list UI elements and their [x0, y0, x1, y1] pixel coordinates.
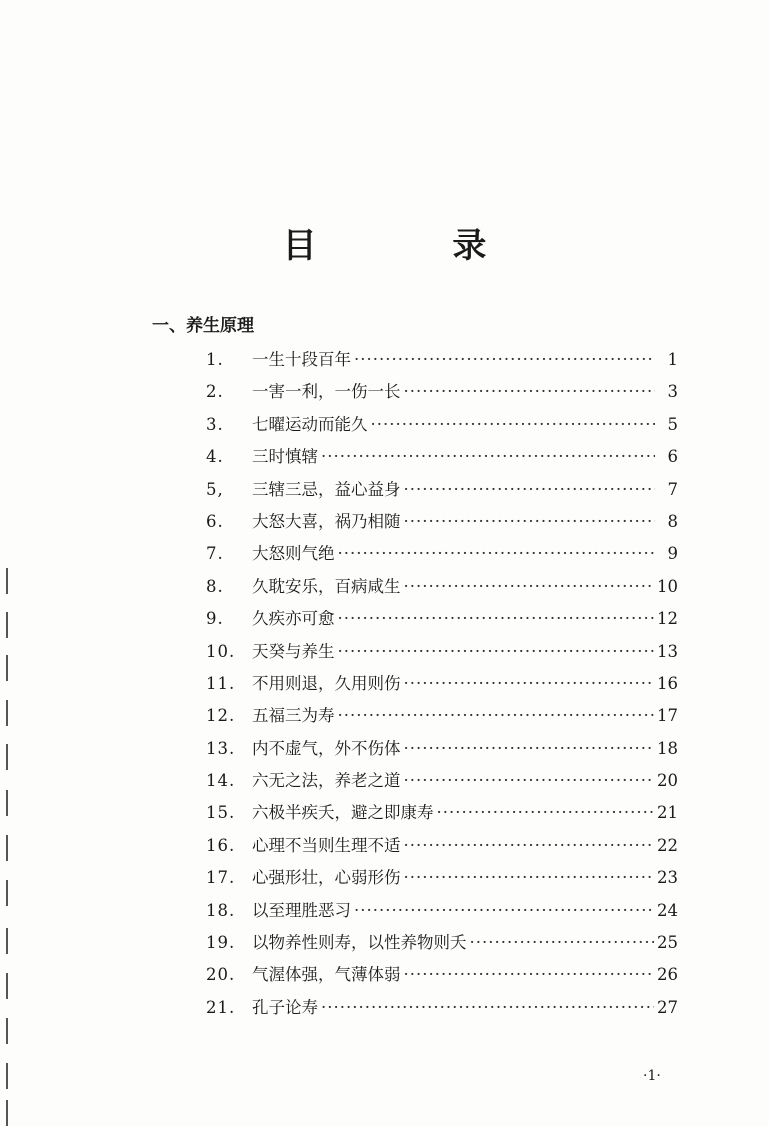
scan-mark [6, 1100, 8, 1126]
entry-page-number: 6 [667, 447, 678, 467]
entry-page-number: 13 [657, 641, 678, 661]
entry-page-number: 23 [657, 868, 678, 888]
entry-title: 大怒则气绝 [252, 544, 335, 564]
entry-title: 一生十段百年 [252, 350, 351, 369]
entry-title: 气渥体强，气薄体弱 [252, 965, 401, 985]
scan-mark [6, 612, 8, 638]
entry-title: 三辖三忌，益心益身 [252, 479, 401, 499]
toc-entry [206, 797, 678, 829]
scan-mark [6, 835, 8, 861]
dot-leader [404, 862, 655, 894]
dot-leader [470, 927, 655, 959]
entry-number: 18. [206, 900, 236, 920]
toc-entry [206, 506, 678, 538]
toc-entry [206, 700, 678, 732]
scan-mark [6, 1018, 8, 1044]
entry-title: 天癸与养生 [252, 641, 335, 661]
entry-page-number: 25 [657, 933, 678, 953]
entry-page-number: 26 [657, 965, 678, 985]
toc-entry [206, 344, 678, 376]
toc-entry [206, 862, 678, 894]
entry-number: 21. [206, 997, 236, 1017]
toc-entry [206, 992, 678, 1024]
dot-leader [404, 733, 655, 765]
entry-page-number: 17 [657, 706, 678, 726]
dot-leader [354, 344, 655, 376]
toc-entry [206, 409, 678, 441]
entry-page-number: 24 [657, 900, 678, 920]
dot-leader [404, 668, 655, 700]
scan-mark [6, 880, 8, 906]
entry-number: 4. [206, 447, 224, 467]
entry-number: 16. [206, 835, 236, 855]
entry-page-number: 3 [667, 382, 678, 402]
entry-page-number: 16 [657, 673, 678, 693]
entry-title: 以物养性则寿，以性养物则夭 [252, 933, 467, 953]
entry-number: 1. [206, 350, 224, 369]
dot-leader [321, 992, 654, 1024]
entry-title: 心理不当则生理不适 [252, 835, 401, 855]
entry-number: 11. [206, 673, 236, 693]
entry-title: 内不虚气，外不伤体 [252, 738, 401, 758]
dot-leader [404, 959, 655, 991]
toc-entry [206, 538, 678, 570]
toc-entry [206, 376, 678, 408]
entry-title: 一害一利，一伤一长 [252, 382, 401, 402]
scan-mark [6, 744, 8, 770]
entry-number: 12. [206, 706, 236, 726]
toc-entry [206, 927, 678, 959]
scan-mark [6, 973, 8, 999]
dot-leader [354, 895, 654, 927]
dot-leader [404, 376, 656, 408]
dot-leader [404, 474, 656, 506]
entry-title: 六极半疾夭，避之即康寿 [252, 803, 434, 823]
entry-page-number: 20 [657, 771, 678, 791]
entry-title: 五福三为寿 [252, 706, 335, 726]
toc-entry [206, 474, 678, 506]
entry-title: 不用则退，久用则伤 [252, 673, 401, 693]
entry-page-number: 10 [657, 576, 678, 596]
toc-entry [206, 765, 678, 797]
toc-entry [206, 733, 678, 765]
toc-entry [206, 441, 678, 473]
toc-entry [206, 571, 678, 603]
dot-leader [371, 409, 656, 441]
entry-title: 久耽安乐，百病咸生 [252, 576, 401, 596]
dot-leader [338, 700, 655, 732]
entry-title: 七曜运动而能久 [252, 414, 368, 434]
entry-number: 8. [206, 576, 224, 596]
dot-leader [338, 636, 655, 668]
entry-number: 19. [206, 933, 236, 953]
entry-number: 2. [206, 382, 224, 402]
entry-title: 孔子论寿 [252, 997, 318, 1017]
entry-number: 13. [206, 738, 236, 758]
entry-title: 以至理胜恶习 [252, 900, 351, 920]
entry-number: 10. [206, 641, 236, 661]
entry-title: 六无之法，养老之道 [252, 771, 401, 791]
entry-number: 20. [206, 965, 236, 985]
entry-page-number: 5 [667, 414, 678, 434]
dot-leader [437, 797, 655, 829]
scan-mark [6, 700, 8, 726]
entry-title: 久疾亦可愈 [252, 609, 335, 629]
scan-mark [6, 1063, 8, 1089]
entry-page-number: 12 [657, 609, 678, 629]
entry-number: 15. [206, 803, 236, 823]
entry-page-number: 8 [667, 511, 678, 531]
entry-number: 3. [206, 414, 224, 434]
dot-leader [404, 765, 655, 797]
entry-title: 大怒大喜，祸乃相随 [252, 511, 401, 531]
entry-number: 14. [206, 771, 236, 791]
section-heading: 一、养生原理 [152, 316, 254, 336]
toc-entry [206, 895, 678, 927]
toc-entry [206, 668, 678, 700]
dot-leader [404, 830, 655, 862]
toc-entry [206, 959, 678, 991]
entry-page-number: 7 [667, 479, 678, 499]
scan-mark [6, 790, 8, 816]
toc-entry [206, 636, 678, 668]
dot-leader [338, 603, 655, 635]
page-number: ·1· [643, 1068, 661, 1084]
entry-page-number: 21 [657, 803, 678, 823]
dot-leader [404, 571, 655, 603]
dot-leader [404, 506, 656, 538]
entry-number: 7. [206, 544, 224, 564]
scan-mark [6, 928, 8, 954]
dot-leader [321, 441, 655, 473]
entry-page-number: 18 [657, 738, 678, 758]
dot-leader [338, 538, 656, 570]
toc-entry [206, 603, 678, 635]
entry-page-number: 27 [657, 997, 678, 1017]
entry-page-number: 1 [667, 350, 678, 369]
entry-number: 17. [206, 868, 236, 888]
entry-number: 6. [206, 511, 224, 531]
entry-page-number: 9 [667, 544, 678, 564]
entry-number: 9. [206, 609, 224, 629]
page-title: 目 录 [282, 226, 549, 266]
toc-entry [206, 830, 678, 862]
entry-title: 心强形壮，心弱形伤 [252, 868, 401, 888]
table-of-contents [206, 344, 678, 1024]
entry-title: 三时慎辖 [252, 447, 318, 467]
scan-mark [6, 568, 8, 594]
entry-number: 5, [206, 479, 224, 499]
entry-page-number: 22 [657, 835, 678, 855]
scan-mark [6, 655, 8, 681]
